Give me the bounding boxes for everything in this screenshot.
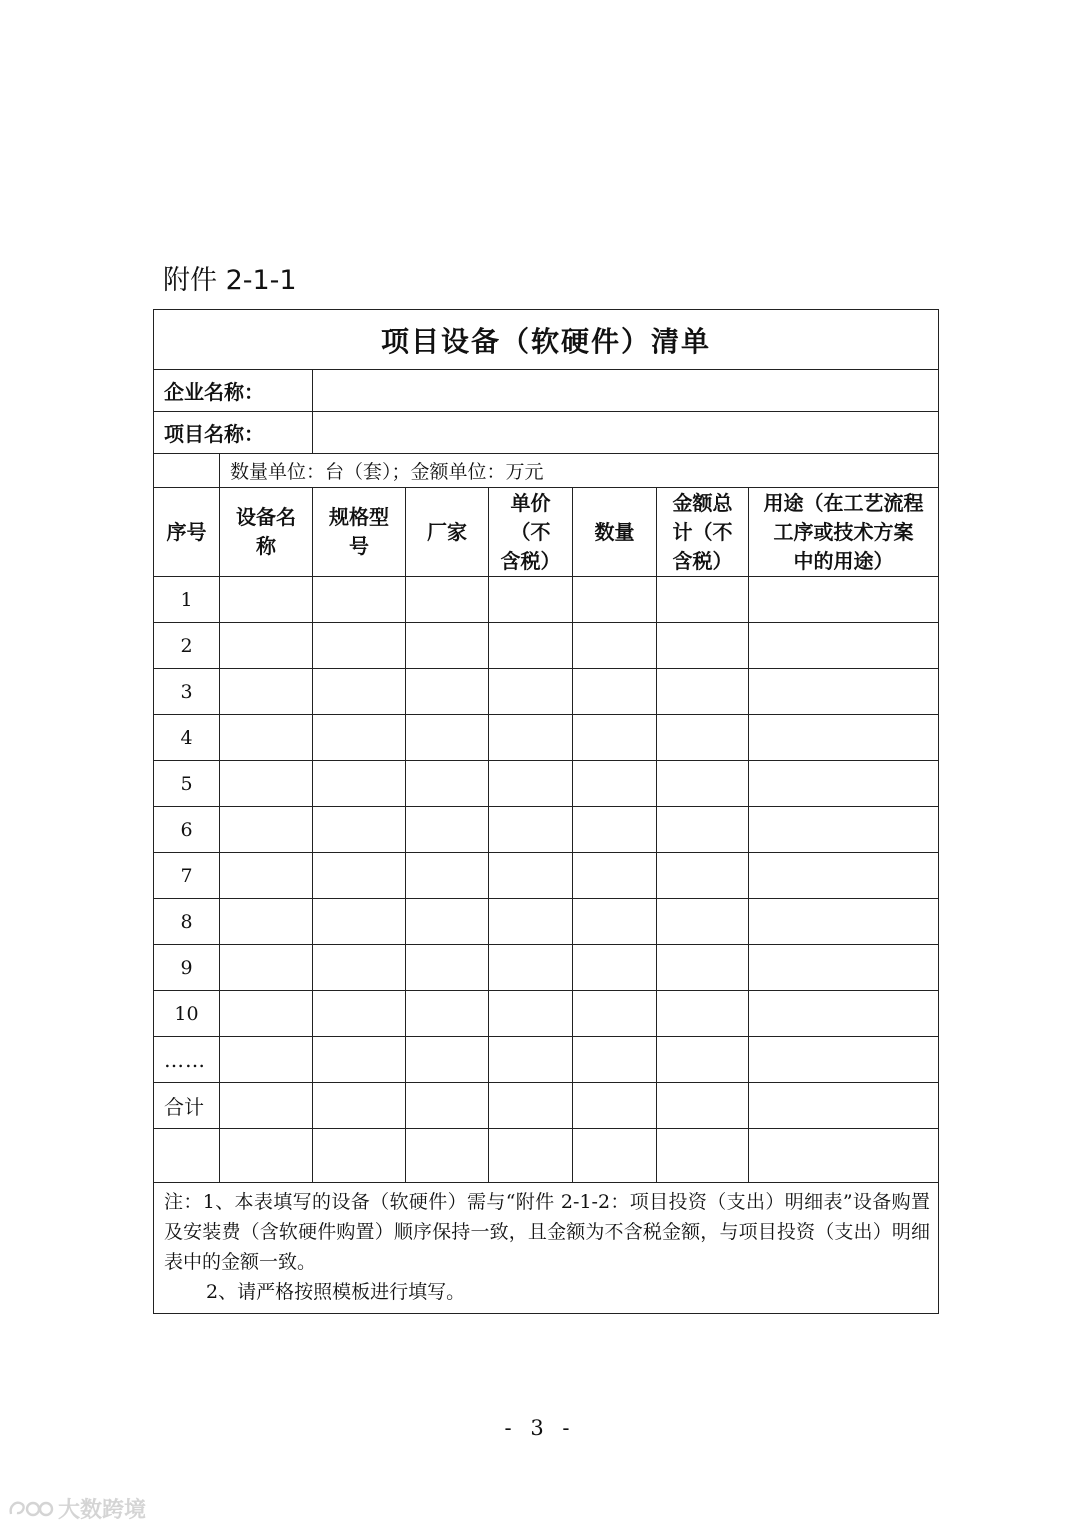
row-label: 合计: [154, 1083, 220, 1129]
table-cell[interactable]: [749, 715, 939, 761]
table-cell[interactable]: [406, 577, 489, 623]
table-cell[interactable]: [573, 853, 657, 899]
table-cell[interactable]: [749, 899, 939, 945]
table-cell[interactable]: [406, 761, 489, 807]
table-cell[interactable]: [406, 669, 489, 715]
table-row: [154, 577, 939, 623]
company-name-field[interactable]: [313, 370, 939, 412]
table-row: [154, 807, 939, 853]
table-cell[interactable]: [406, 715, 489, 761]
table-cell[interactable]: [573, 945, 657, 991]
table-cell[interactable]: [489, 807, 573, 853]
table-row: [154, 945, 939, 991]
row-label: 5: [154, 761, 220, 807]
table-cell[interactable]: [749, 1037, 939, 1083]
table-cell[interactable]: [573, 991, 657, 1037]
table-cell[interactable]: [406, 623, 489, 669]
table-cell[interactable]: [489, 945, 573, 991]
table-cell[interactable]: [313, 807, 406, 853]
table-cell[interactable]: [749, 623, 939, 669]
table-cell[interactable]: [489, 577, 573, 623]
header-row: [154, 488, 939, 577]
table-cell[interactable]: [749, 1083, 939, 1129]
table-cell[interactable]: [489, 899, 573, 945]
table-cell[interactable]: [220, 715, 313, 761]
table-cell[interactable]: [749, 577, 939, 623]
table-cell[interactable]: [313, 1037, 406, 1083]
table-cell[interactable]: [489, 1083, 573, 1129]
header-device-name: 设备名 称: [220, 488, 313, 577]
table-cell[interactable]: [313, 899, 406, 945]
project-name-label: 项目名称：: [154, 412, 313, 454]
table-cell[interactable]: [573, 1083, 657, 1129]
note-1: 注：1、本表填写的设备（软硬件）需与“附件 2-1-2：项目投资（支出）明细表”设备购置及安装费（含软硬件购置）顺序保持一致，且金额为不含税金额，与项目投资（支出）明细表中的金额一致。: [164, 1191, 931, 1273]
table-cell[interactable]: [220, 623, 313, 669]
row-label: 9: [154, 945, 220, 991]
table-cell[interactable]: [489, 991, 573, 1037]
header-serial: 序号: [154, 488, 220, 577]
table-cell[interactable]: [657, 991, 749, 1037]
company-name-label: 企业名称：: [154, 370, 313, 412]
table-cell[interactable]: [749, 669, 939, 715]
notes-cell: [154, 1183, 939, 1314]
table-cell[interactable]: [573, 807, 657, 853]
table-cell[interactable]: [313, 853, 406, 899]
table-cell[interactable]: [489, 761, 573, 807]
table-row-blank: [154, 1129, 939, 1183]
table-cell[interactable]: [657, 807, 749, 853]
table-cell[interactable]: [489, 853, 573, 899]
row-label: 8: [154, 899, 220, 945]
table-cell[interactable]: [657, 1037, 749, 1083]
table-cell[interactable]: [489, 1037, 573, 1083]
table-cell[interactable]: [313, 577, 406, 623]
table-cell[interactable]: [220, 807, 313, 853]
table-row: [154, 623, 939, 669]
header-quantity: 数量: [573, 488, 657, 577]
page-number: - 3 -: [504, 1416, 576, 1440]
table-row: [154, 991, 939, 1037]
table-cell[interactable]: [489, 623, 573, 669]
header-manufacturer: 厂家: [406, 488, 489, 577]
table-cell[interactable]: [573, 577, 657, 623]
table-cell[interactable]: [406, 945, 489, 991]
table-cell[interactable]: [406, 899, 489, 945]
row-label: 7: [154, 853, 220, 899]
header-purpose: 用途（在工艺流程 工序或技术方案 中的用途）: [749, 488, 939, 577]
table-cell[interactable]: [489, 669, 573, 715]
table-cell[interactable]: [573, 899, 657, 945]
equipment-list-table: [153, 309, 939, 1314]
table-cell[interactable]: [573, 761, 657, 807]
table-cell[interactable]: [313, 669, 406, 715]
table-cell[interactable]: [489, 715, 573, 761]
row-label: 10: [154, 991, 220, 1037]
table-cell[interactable]: [406, 807, 489, 853]
table-cell[interactable]: [657, 715, 749, 761]
table-cell[interactable]: [313, 991, 406, 1037]
table-cell[interactable]: [406, 1083, 489, 1129]
watermark-logo-icon: [8, 1498, 54, 1520]
table-cell[interactable]: [406, 853, 489, 899]
table-cell[interactable]: [220, 853, 313, 899]
table-cell[interactable]: [313, 1083, 406, 1129]
table-cell[interactable]: [313, 761, 406, 807]
table-cell[interactable]: [657, 945, 749, 991]
table-cell[interactable]: [220, 669, 313, 715]
table-row: [154, 669, 939, 715]
row-label: 6: [154, 807, 220, 853]
header-model: 规格型 号: [313, 488, 406, 577]
table-cell[interactable]: [406, 1037, 489, 1083]
table-cell[interactable]: [657, 761, 749, 807]
row-label: ……: [154, 1037, 220, 1083]
table-cell[interactable]: [313, 623, 406, 669]
project-name-field[interactable]: [313, 412, 939, 454]
table-cell[interactable]: [313, 945, 406, 991]
table-cell[interactable]: [220, 577, 313, 623]
table-title: 项目设备（软硬件）清单: [154, 310, 939, 370]
table-cell[interactable]: [749, 853, 939, 899]
table-cell[interactable]: [749, 945, 939, 991]
table-row: [154, 761, 939, 807]
row-label: 3: [154, 669, 220, 715]
header-unit-price: 单价 （不 含税）: [489, 488, 573, 577]
table-cell[interactable]: [220, 945, 313, 991]
table-cell[interactable]: [220, 1083, 313, 1129]
row-label: 2: [154, 623, 220, 669]
table-cell[interactable]: [657, 623, 749, 669]
table-cell[interactable]: [749, 761, 939, 807]
table-cell[interactable]: [657, 899, 749, 945]
table-cell[interactable]: [220, 991, 313, 1037]
table-cell[interactable]: [657, 853, 749, 899]
table-cell[interactable]: [573, 1037, 657, 1083]
table-cell[interactable]: [573, 715, 657, 761]
table-cell[interactable]: [657, 1083, 749, 1129]
table-cell[interactable]: [220, 761, 313, 807]
table-cell[interactable]: [657, 577, 749, 623]
table-cell[interactable]: [749, 807, 939, 853]
table-cell[interactable]: [220, 1037, 313, 1083]
table-cell[interactable]: [573, 623, 657, 669]
note-2: 2、请严格按照模板进行填写。: [206, 1281, 466, 1303]
table-row: [154, 1083, 939, 1129]
table-cell[interactable]: [573, 669, 657, 715]
table-cell[interactable]: [749, 991, 939, 1037]
table-row: [154, 1037, 939, 1083]
table-row: [154, 899, 939, 945]
header-total-amount: 金额总 计（不 含税）: [657, 488, 749, 577]
table-cell[interactable]: [313, 715, 406, 761]
unit-row-blank-cell: [154, 454, 220, 488]
watermark: [8, 1493, 146, 1524]
unit-note: 数量单位：台（套）；金额单位：万元: [220, 454, 939, 488]
table-cell[interactable]: [657, 669, 749, 715]
table-cell[interactable]: [406, 991, 489, 1037]
row-label: 1: [154, 577, 220, 623]
attachment-label: 附件 2-1-1: [163, 265, 297, 296]
watermark-text: 大数跨境: [58, 1498, 147, 1523]
table-cell[interactable]: [220, 899, 313, 945]
table-row: [154, 853, 939, 899]
table-row: [154, 715, 939, 761]
row-label: 4: [154, 715, 220, 761]
